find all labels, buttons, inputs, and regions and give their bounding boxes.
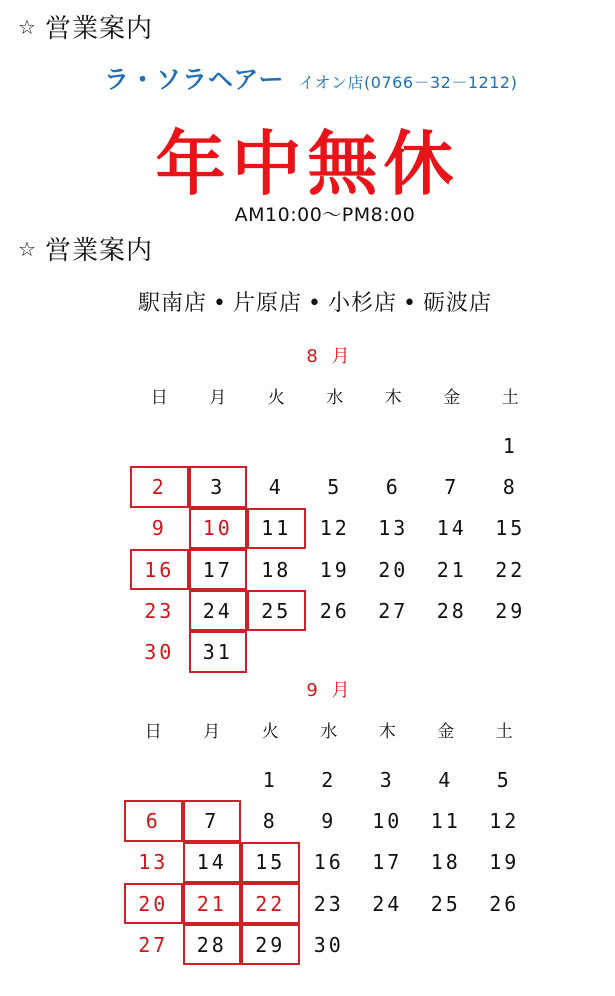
calendar-day: 29 xyxy=(495,598,526,623)
calendar-day: 23 xyxy=(313,891,344,916)
calendar-day: 13 xyxy=(378,516,409,541)
calendar-empty-cell xyxy=(417,924,476,965)
calendar-empty-cell xyxy=(364,631,423,672)
calendar-day: 14 xyxy=(183,842,242,883)
weekday-label: 日 xyxy=(144,722,162,742)
calendar-week-row xyxy=(124,759,558,800)
weekday-label: 金 xyxy=(437,722,455,742)
calendar-day: 24 xyxy=(372,891,403,916)
weekday-label: 木 xyxy=(384,388,402,408)
calendar-day: 2 xyxy=(130,466,189,507)
calendar-empty-cell xyxy=(247,425,306,466)
calendar-day: 20 xyxy=(378,557,409,582)
calendar-day: 6 xyxy=(385,474,401,499)
calendar-day: 20 xyxy=(124,883,183,924)
calendar-empty-cell xyxy=(124,759,183,800)
calendar-empty-cell xyxy=(364,425,423,466)
calendar-day: 4 xyxy=(268,474,284,499)
branch-name: 片原店 xyxy=(232,291,302,316)
calendar-day: 29 xyxy=(241,924,300,965)
calendar-day: 28 xyxy=(183,924,242,965)
calendar-week-row xyxy=(124,883,558,924)
weekday-header xyxy=(124,717,558,747)
weekday-label: 月 xyxy=(209,388,227,408)
calendar-day: 15 xyxy=(241,842,300,883)
calendar-day: 12 xyxy=(319,516,350,541)
weekday-header xyxy=(130,383,564,413)
separator: • xyxy=(213,291,227,316)
calendar-day: 17 xyxy=(372,850,403,875)
calendar-day: 5 xyxy=(327,474,343,499)
calendar-week-row xyxy=(130,590,564,631)
calendar-day: 16 xyxy=(130,549,189,590)
weekday-label: 水 xyxy=(326,388,344,408)
calendar-day: 19 xyxy=(319,557,350,582)
calendar-day: 5 xyxy=(496,767,512,792)
calendar-day: 3 xyxy=(189,466,248,507)
calendar-day: 25 xyxy=(247,590,306,631)
calendar-empty-cell xyxy=(475,924,534,965)
calendar-day: 27 xyxy=(378,598,409,623)
branch-list xyxy=(0,286,615,317)
calendar-empty-cell xyxy=(189,425,248,466)
section-heading-2 xyxy=(18,230,153,267)
calendar-week-row xyxy=(130,549,564,590)
open-all-year-notice: 年中無休 xyxy=(155,123,460,205)
calendar-day: 4 xyxy=(438,767,454,792)
calendar-week-row xyxy=(130,425,564,466)
calendar-september xyxy=(124,717,558,965)
calendar-week-row xyxy=(130,508,564,549)
branch-name: 駅南店 xyxy=(137,291,207,316)
calendar-day: 17 xyxy=(189,549,248,590)
calendar-august-title: 8 月 xyxy=(306,346,354,367)
calendar-day: 11 xyxy=(247,508,306,549)
separator: • xyxy=(308,291,322,316)
calendar-day: 2 xyxy=(321,767,337,792)
calendar-day: 10 xyxy=(372,808,403,833)
calendar-week-row xyxy=(124,924,558,965)
calendar-day: 23 xyxy=(144,598,175,623)
calendar-week-row xyxy=(124,800,558,841)
calendar-day: 7 xyxy=(183,800,242,841)
salon-branch-phone: イオン店(0766－32－1212) xyxy=(298,73,518,92)
calendar-empty-cell xyxy=(183,759,242,800)
calendar-day: 26 xyxy=(489,891,520,916)
calendar-day: 15 xyxy=(495,516,526,541)
calendar-day: 1 xyxy=(502,433,518,458)
calendar-empty-cell xyxy=(423,425,482,466)
section-title: 営業案内 xyxy=(44,236,153,266)
salon-info xyxy=(104,60,517,96)
star-icon: ☆ xyxy=(18,236,37,261)
branch-name: 小杉店 xyxy=(327,291,397,316)
business-hours: AM10:00～PM8:00 xyxy=(234,204,416,226)
calendar-empty-cell xyxy=(481,631,540,672)
section-title: 営業案内 xyxy=(44,14,153,44)
calendar-day: 13 xyxy=(138,850,169,875)
branch-name: 砺波店 xyxy=(422,291,492,316)
calendar-day: 12 xyxy=(489,808,520,833)
weekday-label: 火 xyxy=(261,722,279,742)
calendar-day: 18 xyxy=(261,557,292,582)
calendar-day: 8 xyxy=(262,808,278,833)
calendar-day: 18 xyxy=(430,850,461,875)
calendar-day: 22 xyxy=(495,557,526,582)
calendar-day: 21 xyxy=(183,883,242,924)
calendar-august xyxy=(130,383,564,673)
calendar-day: 14 xyxy=(436,516,467,541)
calendar-week-row xyxy=(124,842,558,883)
calendar-day: 28 xyxy=(436,598,467,623)
calendar-day: 3 xyxy=(379,767,395,792)
weekday-label: 月 xyxy=(203,722,221,742)
calendar-empty-cell xyxy=(130,425,189,466)
calendar-day: 31 xyxy=(189,631,248,672)
calendar-empty-cell xyxy=(306,425,365,466)
weekday-label: 日 xyxy=(150,388,168,408)
calendar-day: 6 xyxy=(124,800,183,841)
calendar-day: 21 xyxy=(436,557,467,582)
calendar-day: 1 xyxy=(262,767,278,792)
weekday-label: 火 xyxy=(267,388,285,408)
calendar-day: 7 xyxy=(444,474,460,499)
weekday-label: 金 xyxy=(443,388,461,408)
calendar-empty-cell xyxy=(306,631,365,672)
calendar-day: 8 xyxy=(502,474,518,499)
calendar-day: 26 xyxy=(319,598,350,623)
calendar-day: 19 xyxy=(489,850,520,875)
calendar-day: 22 xyxy=(241,883,300,924)
calendar-empty-cell xyxy=(423,631,482,672)
calendar-empty-cell xyxy=(247,631,306,672)
calendar-day: 27 xyxy=(138,932,169,957)
calendar-day: 10 xyxy=(189,508,248,549)
calendar-empty-cell xyxy=(358,924,417,965)
calendar-week-row xyxy=(130,466,564,507)
calendar-september-title: 9 月 xyxy=(306,680,354,701)
calendar-day: 30 xyxy=(313,932,344,957)
calendar-day: 30 xyxy=(144,640,175,665)
calendar-day: 24 xyxy=(189,590,248,631)
calendar-week-row xyxy=(130,631,564,672)
calendar-day: 9 xyxy=(321,808,337,833)
calendar-day: 16 xyxy=(313,850,344,875)
weekday-label: 水 xyxy=(320,722,338,742)
section-heading-1 xyxy=(18,8,153,45)
weekday-label: 土 xyxy=(495,722,513,742)
separator: • xyxy=(403,291,417,316)
calendar-day: 11 xyxy=(430,808,461,833)
weekday-label: 木 xyxy=(378,722,396,742)
calendar-day: 9 xyxy=(151,516,167,541)
calendar-day: 25 xyxy=(430,891,461,916)
salon-name: ラ・ソラヘアー xyxy=(104,65,285,94)
weekday-label: 土 xyxy=(501,388,519,408)
star-icon: ☆ xyxy=(18,14,37,39)
